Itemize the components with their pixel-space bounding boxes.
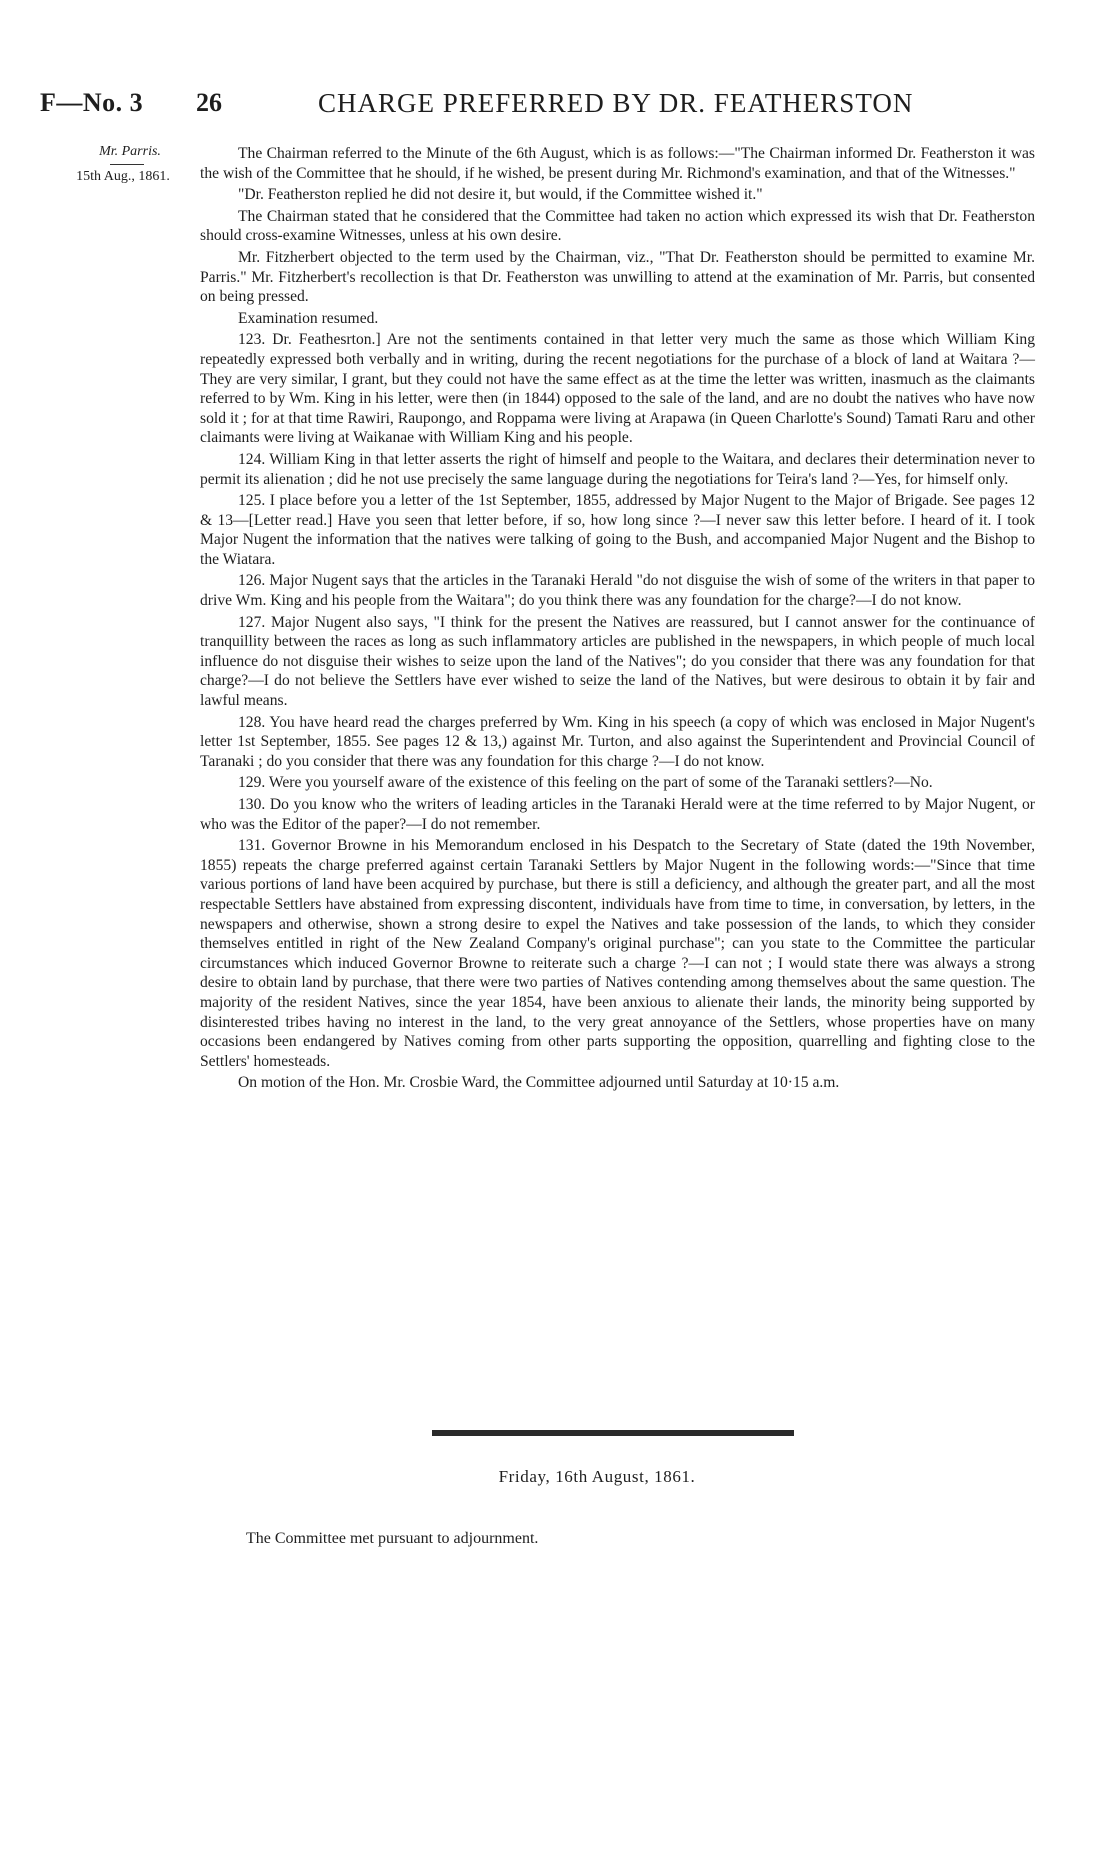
page-header	[40, 88, 1080, 128]
paragraph: The Chairman referred to the Minute of the 6th August, which is as follows:—"The Chairman informed Dr. Featherston it was the wish of the Committee that he should, if he wished, be present during Mr. Richmond's examination, and that of the Witnesses."	[200, 145, 1035, 182]
closing-line: The Committee met pursuant to adjournment.	[246, 1530, 539, 1547]
running-title: CHARGE PREFERRED BY DR. FEATHERSTON	[318, 88, 914, 118]
minutes-body	[200, 144, 1035, 1093]
paragraph: "Dr. Featherston replied he did not desire it, but would, if the Committee wished it."	[238, 186, 763, 204]
margin-witness-name: Mr. Parris.	[99, 144, 161, 159]
page-number: 26	[196, 88, 222, 117]
question-paragraph: 130. Do you know who the writers of leading articles in the Taranaki Herald were at the time referred to by Major Nugent, or who was the Editor of the paper?—I do not remember.	[200, 796, 1035, 833]
paragraph: The Chairman stated that he considered that the Committee had taken no action which expressed its wish that Dr. Featherston should cross-examine Witnesses, unless at his own desire.	[200, 207, 1035, 245]
question-paragraph: 125. I place before you a letter of the 1st September, 1855, addressed by Major Nugent to the Major of Brigade. See pages 12 & 13—[Letter read.] Have you seen that letter before, if so, how long since ?—I never saw this letter before. I heard of it. I took Major Nugent the information that the natives were talking of going to the Bush, and accompanied Major Nugent and the Bishop to the Wiatara.	[200, 492, 1035, 568]
section-divider-rule	[432, 1430, 794, 1436]
question-paragraph: 131. Governor Browne in his Memorandum enclosed in his Despatch to the Secretary of State (dated the 19th November, 1855) repeats the charge preferred against certain Taranaki Settlers by Major Nugent in the following words:—"Since that time various portions of land have been acquired by purchase, but there is still a deficiency, and although the greater part, and all the most respectable Settlers have abstained from expressing discontent, individuals have from time to time, in conversation, by letters, in the newspapers and otherwise, shown a strong desire to expel the Natives and take possession of the lands, to which they consider themselves entitled in right of the New Zealand Company's original purchase"; can you state to the Committee the particular circumstances which induced Governor Browne to reiterate such a charge ?—I can not ; I would state there was always a strong desire to obtain land by purchase, that there were two parties of Natives contending among themselves about the same question. The majority of the resident Natives, since the year 1854, have been anxious to alienate their lands, the minority being supported by disinterested tribes having no interest in the land, to the very great annoyance of the Settlers, whose properties have on many occasions been endangered by Natives coming from other parts supporting the opposition, quarrelling and fighting close to the Settlers' homesteads.	[200, 837, 1035, 1070]
question-paragraph: 129. Were you yourself aware of the existence of this feeling on the part of some of the Taranaki settlers?—No.	[238, 774, 933, 792]
question-paragraph: 128. You have heard read the charges preferred by Wm. King in his speech (a copy of which was enclosed in Major Nugent's letter 1st September, 1855. See pages 12 & 13,) against Mr. Turton, and also against the Superintendent and Provincial Council of Taranaki ; do you consider that there was any foundation for this charge ?—I do not know.	[200, 713, 1035, 770]
section-date-heading: Friday, 16th August, 1861.	[498, 1467, 696, 1486]
margin-rule	[110, 164, 144, 165]
adjournment-paragraph: On motion of the Hon. Mr. Crosbie Ward, the Committee adjourned until Saturday at 10·15 a.m.	[238, 1074, 840, 1092]
question-paragraph: 124. William King in that letter asserts the right of himself and people to the Waitara, and declares their determination never to permit its alienation ; did he not use precisely the same language during the negotiations for Teira's land ?—Yes, for himself only.	[200, 450, 1035, 488]
margin-notes	[58, 144, 188, 185]
paper-reference: F—No. 3	[40, 88, 144, 117]
paragraph: Mr. Fitzherbert objected to the term used by the Chairman, viz., "That Dr. Featherston should be permitted to examine Mr. Parris." Mr. Fitzherbert's recollection is that Dr. Featherston was unwilling to attend at the examination of Mr. Parris, but consented on being pressed.	[200, 248, 1035, 306]
margin-date: 15th Aug., 1861.	[76, 169, 170, 184]
question-paragraph: 127. Major Nugent also says, "I think for the present the Natives are reassured, but I cannot answer for the continuance of tranquillity between the races as long as such inflammatory articles are published in the newspapers, in which people of much local influence do not disguise their wishes to seize upon the land of the Natives"; do you consider that there was any foundation for that charge?—I do not believe the Settlers have ever wished to seize the land of the Natives, but were desirous to obtain it by fair and lawful means.	[200, 613, 1035, 710]
paragraph: Examination resumed.	[238, 309, 379, 327]
question-paragraph: 126. Major Nugent says that the articles in the Taranaki Herald "do not disguise the wish of some of the writers in that paper to drive Wm. King and his people from the Waitara"; do you think there was any foundation for the charge?—I do not know.	[200, 572, 1035, 610]
question-paragraph: 123. Dr. Feathesrton.] Are not the sentiments contained in that letter very much the same as those which William King repeatedly expressed both verbally and in writing, during the recent negotiations for the purchase of a block of land at Waitara ?—They are very similar, I grant, but they could not have the same effect as at the time the letter was written, inasmuch as the claimants referred to by Wm. King in his letter, were then (in 1844) opposed to the sale of the land, and are no doubt the natives who have now sold it ; for at that time Rawiri, Raupongo, and Roppama were living at Arapawa (in Queen Charlotte's Sound) Tamati Raru and other claimants were living at Waikanae with William King and his people.	[200, 331, 1035, 447]
